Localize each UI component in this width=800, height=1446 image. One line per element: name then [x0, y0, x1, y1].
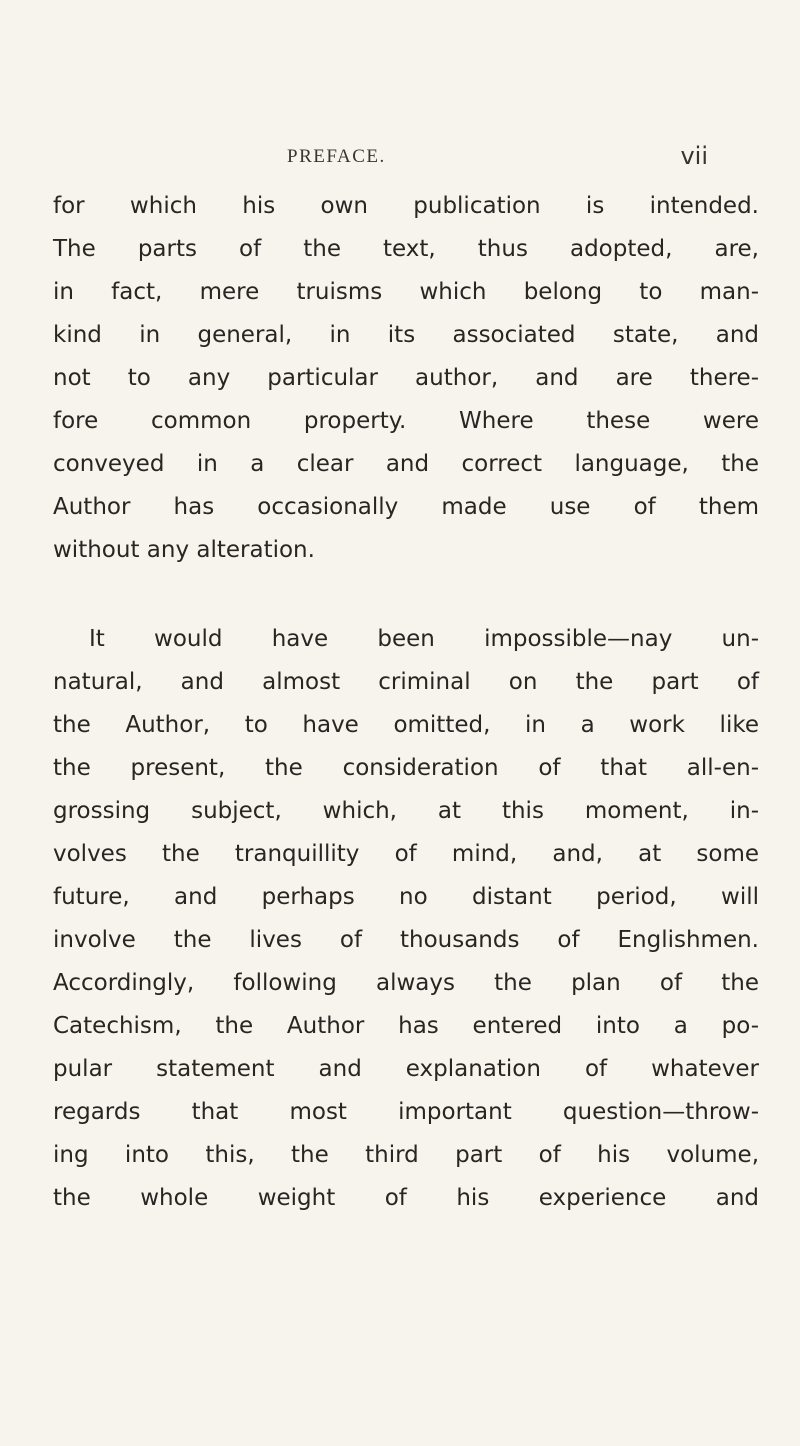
text-line: conveyed in a clear and correct language, the: [53, 451, 759, 477]
text-line: involve the lives of thousands of Englishmen.: [53, 927, 759, 953]
text-line: It would have been impossible—nay un-: [89, 626, 759, 652]
text-line: for which his own publication is intended.: [53, 193, 759, 219]
text-line: The parts of the text, thus adopted, are,: [53, 236, 759, 262]
running-head-title: PREFACE.: [287, 146, 386, 167]
text-line: the Author, to have omitted, in a work like: [53, 712, 759, 738]
page-number: vii: [680, 142, 708, 170]
text-line: volves the tranquillity of mind, and, at some: [53, 841, 759, 867]
text-line: ing into this, the third part of his volume,: [53, 1142, 759, 1168]
text-line: Catechism, the Author has entered into a po-: [53, 1013, 759, 1039]
text-line: Author has occasionally made use of them: [53, 494, 759, 520]
text-line: regards that most important question—throw-: [53, 1099, 759, 1125]
text-line: natural, and almost criminal on the part of: [53, 669, 759, 695]
text-line: Accordingly, following always the plan of the: [53, 970, 759, 996]
text-line: grossing subject, which, at this moment, in-: [53, 798, 759, 824]
text-line: fore common property. Where these were: [53, 408, 759, 434]
paragraph-2: [53, 618, 759, 1220]
body-text: [53, 185, 759, 1220]
text-line: without any alteration.: [53, 537, 315, 563]
text-line: kind in general, in its associated state, and: [53, 322, 759, 348]
text-line: in fact, mere truisms which belong to man-: [53, 279, 759, 305]
running-head: [0, 142, 800, 176]
paragraph-spacer: [53, 572, 759, 618]
text-line: pular statement and explanation of whatever: [53, 1056, 759, 1082]
text-line: the present, the consideration of that all-en-: [53, 755, 759, 781]
text-line: not to any particular author, and are there-: [53, 365, 759, 391]
text-line: the whole weight of his experience and: [53, 1185, 759, 1211]
text-line: future, and perhaps no distant period, will: [53, 884, 759, 910]
paragraph-1: [53, 185, 759, 572]
